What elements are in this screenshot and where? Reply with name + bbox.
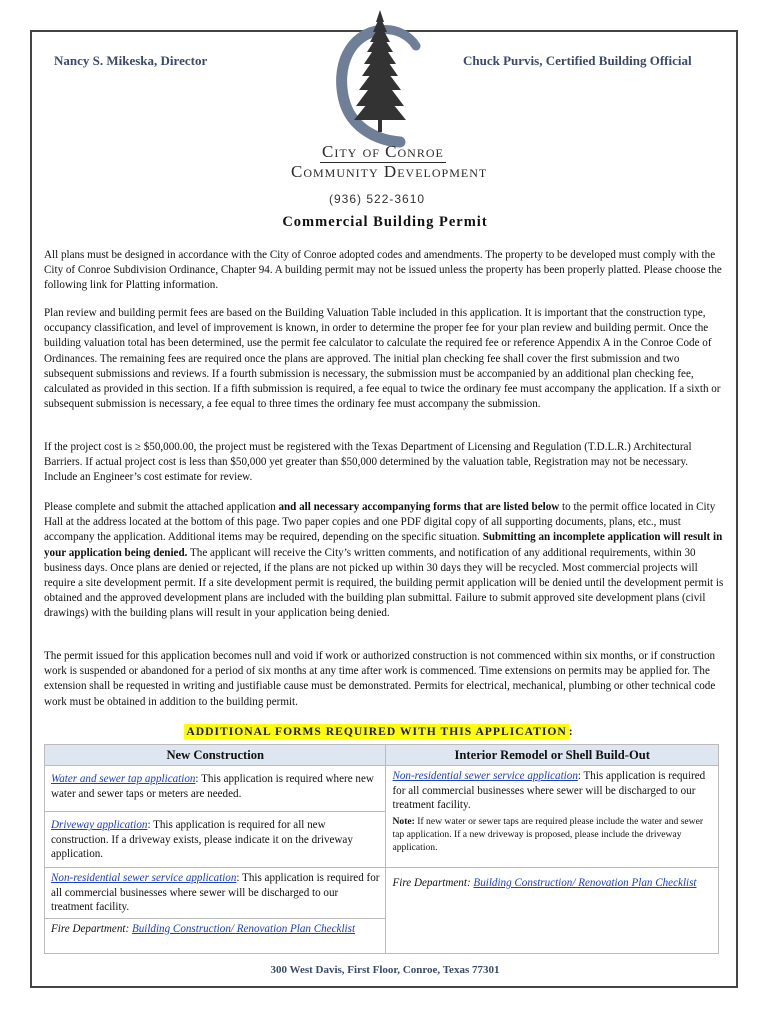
submission-text-2: to the permit office located in City Hall at the address located at the bottom of this page. Two paper copies and one PDF digital copy of all supporting documents, plans, etc., must accompany the application. Additional items may be required, depending on the specific situation. bbox=[44, 501, 716, 544]
interior-fire-label: Fire Department: bbox=[392, 877, 474, 889]
interior-note bbox=[392, 815, 712, 854]
new-fire-cell bbox=[45, 918, 386, 953]
new-sewer-service-text: : This application is required for all commercial businesses where sewer will be discharged to our treatment facility. bbox=[51, 872, 380, 913]
water-sewer-tap-text: : This application is required where new water and sewer taps or meters are needed. bbox=[51, 773, 374, 800]
paragraph-codes: All plans must be designed in accordance with the City of Conroe adopted codes and amendments. The property to be developed must comply with the City of Conroe Subdivision Ordinance, Chapter 94. A building permit may not be issued unless the property has been properly platted. Please choose the following link for Platting information. bbox=[44, 249, 722, 292]
interior-fire-checklist-link[interactable]: Building Construction/ Renovation Plan Checklist bbox=[473, 877, 697, 889]
submission-text-3: The applicant will receive the City’s written comments, and notification of any additional requirements, within 30 business days. Once plans are denied or rejected, if the plans are not picked up within 30 days they will be recycled. Most commercial projects will require a site development permit. If a site development permit is required, the building permit application will be denied until the development permit is obtained and the approved development plans are included with the building plan submittal. Failure to submit approved site development plans (civil drawings) with the building plans will result in your application being denied. bbox=[44, 546, 724, 620]
additional-forms-heading bbox=[170, 723, 588, 740]
brand-city-of-conroe: City of Conroe bbox=[322, 142, 444, 161]
paragraph-expiration: The permit issued for this application becomes null and void if work or authorized construction is not commenced within six months, or if construction work is suspended or abandoned for a period of six months at any time after work is commenced. Time extensions on permits may be applied for. The extension shall be requested in writing and justifiable cause must be demonstrated. Permits for electrical, mechanical, plumbing or other technical code work must be obtained in addition to the building permit. bbox=[44, 650, 716, 708]
paragraph-submission bbox=[44, 500, 724, 622]
new-sewer-cell bbox=[45, 868, 386, 919]
submission-bold-forms: and all necessary accompanying forms that are listed below bbox=[278, 501, 560, 513]
brand-community-development: Community Development bbox=[291, 162, 488, 181]
driveway-application-link[interactable]: Driveway application bbox=[51, 819, 148, 831]
water-sewer-tap-link[interactable]: Water and sewer tap application bbox=[51, 773, 196, 785]
note-label: Note: bbox=[392, 815, 415, 827]
interior-sewer-cell bbox=[386, 766, 719, 868]
new-sewer-service-link[interactable]: Non-residential sewer service application bbox=[51, 872, 237, 884]
building-official-name: Chuck Purvis, Certified Building Official bbox=[463, 53, 692, 68]
driveway-application-text: : This application is required for all new construction. If a driveway exists, please indicate it on the driveway application. bbox=[51, 819, 353, 860]
interior-sewer-service-text: : This application is required for all commercial businesses where sewer will be discharged to our treatment facility. bbox=[392, 770, 706, 811]
note-text: If new water or sewer taps are required please include the water and sewer tap application. If a new driveway is proposed, please include the driveway application. bbox=[392, 815, 704, 853]
director-name: Nancy S. Mikeska, Director bbox=[54, 53, 208, 68]
submission-text-1: Please complete and submit the attached application bbox=[44, 501, 279, 513]
phone-number: (936) 522-3610 bbox=[329, 192, 426, 206]
additional-forms-heading-colon: : bbox=[568, 725, 574, 738]
paragraph-fees: Plan review and building permit fees are based on the Building Valuation Table included in this application. It is important that the construction type, occupancy classification, and level of improvement is known, in order to determine the proper fee for your plan review and building permit. Once the building valuation total has been determined, use the permit fee calculator to calculate the required fee or reference Appendix A in the Conroe Code of Ordinances. The remaining fees are required once the plans are approved. The initial plan checking fee shall cover the first submission and two subsequent submissions and reviews. If a fourth submission is necessary, the submission must be accompanied by an additional plan checking fee, calculated as provided in this section. If a fifth submission is required, a fee equal to twice the ordinary fee must accompany the application. If a sixth or subsequent submission is necessary, a fee equal to three times the ordinary fee must accompany the submission. bbox=[44, 307, 721, 411]
additional-forms-heading-text: ADDITIONAL FORMS REQUIRED WITH THIS APPLICATION bbox=[186, 725, 567, 738]
column-header-new-construction: New Construction bbox=[45, 745, 386, 766]
new-fire-label: Fire Department: bbox=[51, 922, 132, 935]
column-header-interior-remodel: Interior Remodel or Shell Build-Out bbox=[386, 745, 719, 766]
city-logo-icon bbox=[320, 8, 450, 148]
additional-forms-table bbox=[44, 744, 719, 954]
interior-fire-cell bbox=[386, 868, 719, 954]
submission-bold-warning: Submitting an incomplete application will result in your application being denied. bbox=[44, 531, 723, 559]
new-fire-checklist-link[interactable]: Building Construction/ Renovation Plan Checklist bbox=[131, 922, 356, 935]
interior-sewer-service-link[interactable]: Non-residential sewer service application bbox=[392, 770, 578, 782]
water-sewer-tap-cell bbox=[45, 766, 386, 812]
driveway-cell bbox=[45, 812, 386, 868]
footer-address: 300 West Davis, First Floor, Conroe, Texas 77301 bbox=[270, 964, 500, 976]
page-title: Commercial Building Permit bbox=[282, 214, 488, 230]
paragraph-tdlr: If the project cost is ≥ $50,000.00, the project must be registered with the Texas Department of Licensing and Regulation (T.D.L.R.) Architectural Barriers. If actual project cost is less than $50,000 yet greater than $50,000 determined by the valuation table, Registration may not be necessary. Include an Engineer’s cost estimate for review. bbox=[44, 441, 692, 484]
